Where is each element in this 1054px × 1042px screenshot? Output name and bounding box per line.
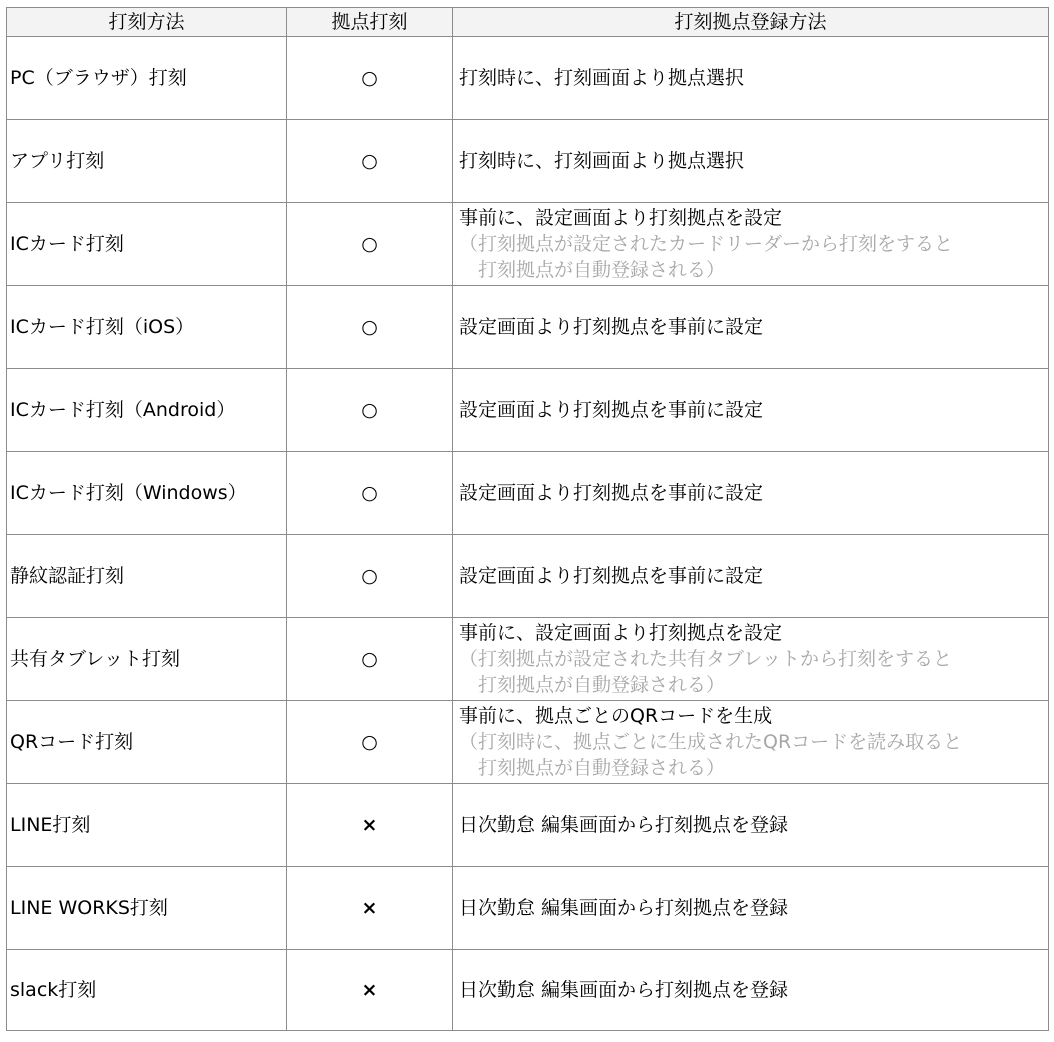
registration-text: 日次勤怠 編集画面から打刻拠点を登録 <box>459 979 789 1001</box>
circle-mark: ○ <box>361 648 378 670</box>
table-row <box>7 120 1049 203</box>
registration-cell <box>453 203 1049 286</box>
registration-cell <box>453 452 1049 535</box>
circle-mark: ○ <box>361 316 378 338</box>
registration-cell <box>453 784 1049 867</box>
circle-mark: ○ <box>361 67 378 89</box>
registration-cell <box>453 37 1049 120</box>
clock-in-method-table <box>6 7 1049 1031</box>
registration-text: 事前に、設定画面より打刻拠点を設定 <box>459 622 783 644</box>
registration-note-line: 打刻拠点が自動登録される） <box>459 259 726 281</box>
registration-note-line: （打刻時に、拠点ごとに生成されたQRコードを読み取ると <box>459 731 963 753</box>
method-cell: ICカード打刻（Android） <box>7 369 287 452</box>
method-cell: 共有タブレット打刻 <box>7 618 287 701</box>
registration-cell <box>453 535 1049 618</box>
availability-mark <box>287 203 453 286</box>
table-row <box>7 867 1049 950</box>
availability-mark <box>287 120 453 203</box>
registration-text: 設定画面より打刻拠点を事前に設定 <box>459 565 764 587</box>
availability-mark <box>287 618 453 701</box>
availability-mark <box>287 784 453 867</box>
registration-text: 事前に、拠点ごとのQRコードを生成 <box>459 705 773 727</box>
table-row <box>7 784 1049 867</box>
table-row <box>7 37 1049 120</box>
method-cell: ICカード打刻（Windows） <box>7 452 287 535</box>
registration-text: 設定画面より打刻拠点を事前に設定 <box>459 399 764 421</box>
registration-cell <box>453 701 1049 784</box>
availability-mark <box>287 452 453 535</box>
method-cell: LINE打刻 <box>7 784 287 867</box>
availability-mark <box>287 867 453 950</box>
availability-mark <box>287 37 453 120</box>
availability-mark <box>287 701 453 784</box>
cross-mark: × <box>361 979 378 1001</box>
availability-mark <box>287 286 453 369</box>
header-registration-method: 打刻拠点登録方法 <box>453 8 1049 37</box>
method-cell: slack打刻 <box>7 950 287 1031</box>
method-cell: PC（ブラウザ）打刻 <box>7 37 287 120</box>
table-row <box>7 701 1049 784</box>
registration-note-line: 打刻拠点が自動登録される） <box>459 757 726 779</box>
availability-mark <box>287 535 453 618</box>
method-cell: 静紋認証打刻 <box>7 535 287 618</box>
registration-cell <box>453 120 1049 203</box>
method-cell: QRコード打刻 <box>7 701 287 784</box>
registration-cell <box>453 950 1049 1031</box>
registration-note-line: （打刻拠点が設定されたカードリーダーから打刻をすると <box>459 233 954 255</box>
circle-mark: ○ <box>361 399 378 421</box>
method-cell: LINE WORKS打刻 <box>7 867 287 950</box>
circle-mark: ○ <box>361 482 378 504</box>
registration-note-line: 打刻拠点が自動登録される） <box>459 674 726 696</box>
availability-mark <box>287 369 453 452</box>
cross-mark: × <box>361 814 378 836</box>
registration-cell <box>453 867 1049 950</box>
circle-mark: ○ <box>361 233 378 255</box>
registration-text: 日次勤怠 編集画面から打刻拠点を登録 <box>459 814 789 836</box>
registration-text: 打刻時に、打刻画面より拠点選択 <box>459 67 745 89</box>
cross-mark: × <box>361 897 378 919</box>
method-cell: アプリ打刻 <box>7 120 287 203</box>
table-row <box>7 286 1049 369</box>
registration-text: 日次勤怠 編集画面から打刻拠点を登録 <box>459 897 789 919</box>
circle-mark: ○ <box>361 731 378 753</box>
header-method: 打刻方法 <box>7 8 287 37</box>
registration-text: 打刻時に、打刻画面より拠点選択 <box>459 150 745 172</box>
availability-mark <box>287 950 453 1031</box>
registration-text: 設定画面より打刻拠点を事前に設定 <box>459 482 764 504</box>
method-cell: ICカード打刻 <box>7 203 287 286</box>
table-header-row <box>7 8 1049 37</box>
table-row <box>7 618 1049 701</box>
table-row <box>7 452 1049 535</box>
table-row <box>7 535 1049 618</box>
registration-cell <box>453 286 1049 369</box>
header-location-stamp: 拠点打刻 <box>287 8 453 37</box>
registration-text: 事前に、設定画面より打刻拠点を設定 <box>459 207 783 229</box>
method-cell: ICカード打刻（iOS） <box>7 286 287 369</box>
registration-text: 設定画面より打刻拠点を事前に設定 <box>459 316 764 338</box>
circle-mark: ○ <box>361 565 378 587</box>
registration-cell <box>453 369 1049 452</box>
circle-mark: ○ <box>361 150 378 172</box>
registration-cell <box>453 618 1049 701</box>
table-row <box>7 203 1049 286</box>
table-row <box>7 369 1049 452</box>
registration-note-line: （打刻拠点が設定された共有タブレットから打刻をすると <box>459 648 953 670</box>
table-row <box>7 950 1049 1031</box>
